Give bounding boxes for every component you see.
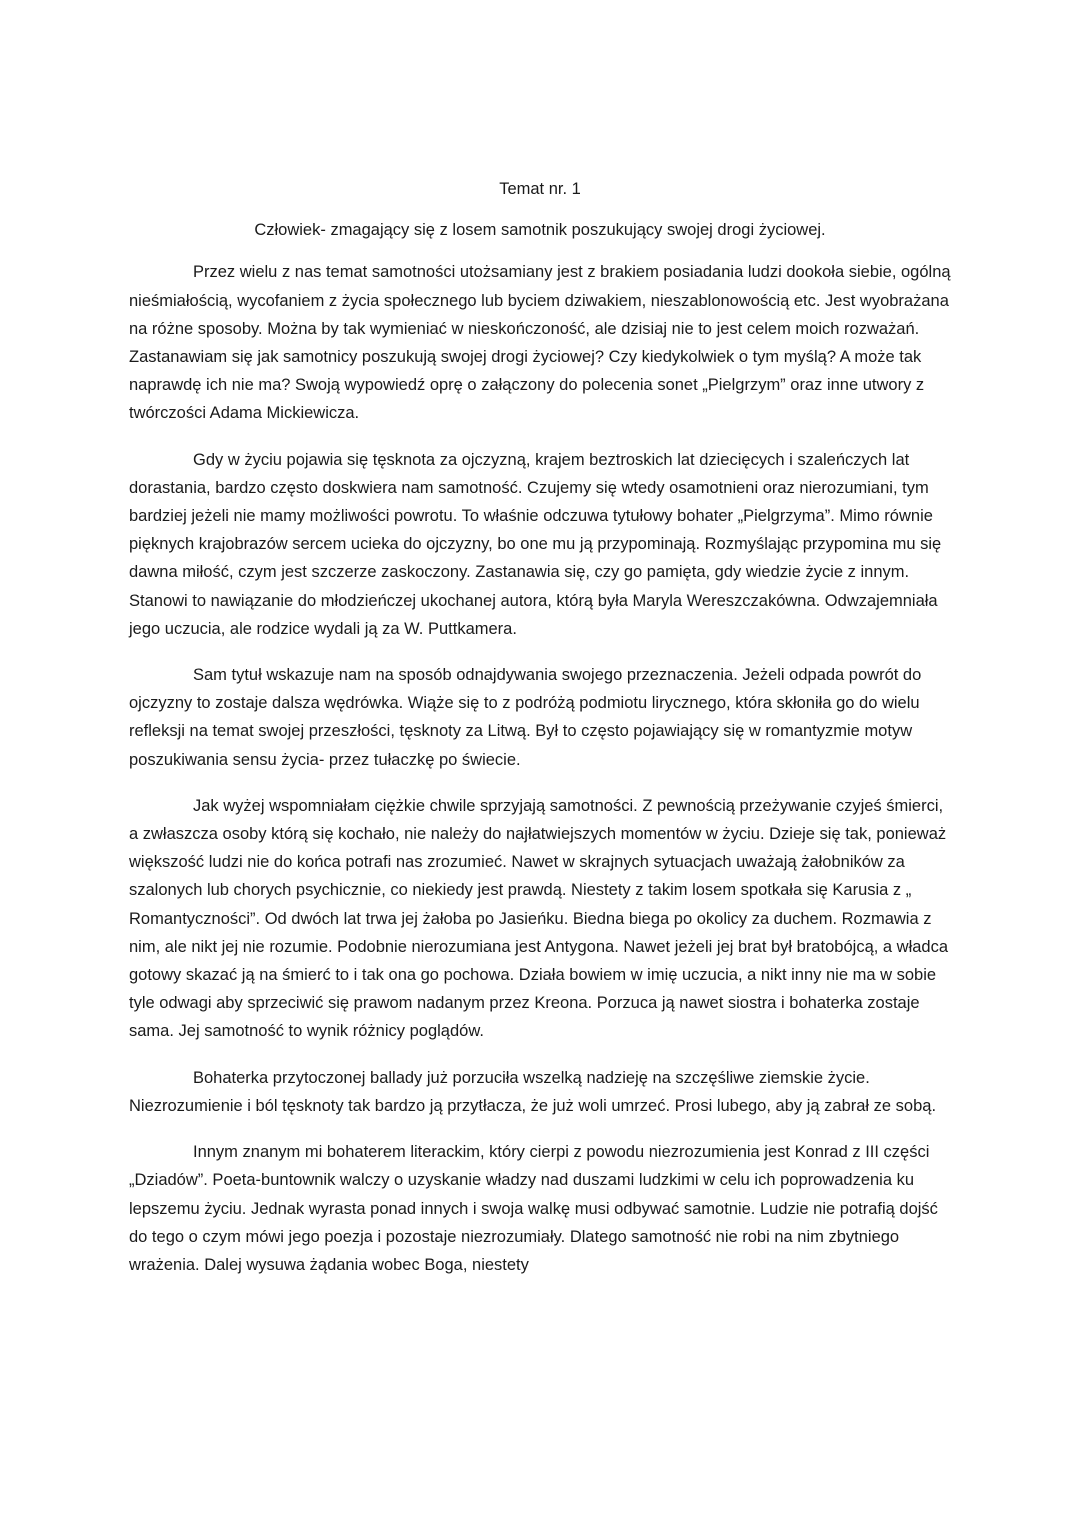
paragraph-konrad: Innym znanym mi bohaterem literackim, który cierpi z powodu niezrozumienia jest Konrad z III części „Dziadów”. Poeta-buntownik walczy o uzyskanie władzy nad duszami ludzkimi w celu ich poprowadzenia ku lepszemu życiu. Jednak wyrasta ponad innych i swoja walkę musi odbywać samotnie. Ludzie nie potrafią dojść do tego o czym mówi jego poezja i pozostaje niezrozumiały. Dlatego samotność nie robi na nim zbytniego wrażenia. Dalej wysuwa żądania wobec Boga, niestety (129, 1143, 938, 1274)
paragraph-mourning: Jak wyżej wspomniałam ciężkie chwile sprzyjają samotności. Z pewnością przeżywanie czyjeś śmierci, a zwłaszcza osoby którą się kochało, nie należy do najłatwiejszych momentów w życiu. Dzieje się tak, ponieważ większość ludzi nie do końca potrafi nas zrozumieć. Nawet w skrajnych sytuacjach uważają żałobników za szalonych lub chorych psychicznie, co niekiedy jest prawdą. Niestety z takim losem spotkała się Karusia z „ Romantyczności”. Od dwóch lat trwa jej żałoba po Jasieńku. Biedna biega po okolicy za duchem. Rozmawia z nim, ale nikt jej nie rozumie. Podobnie nierozumiana jest Antygona. Nawet jeżeli jej brat był bratobójcą, a władca gotowy skazać ją na śmierć to i tak ona go pochowa. Działa bowiem w imię uczucia, a nikt inny nie ma w sobie tyle odwagi aby sprzeciwić się prawom nadanym przez Kreona. Porzuca ją nawet siostra i bohaterka zostaje sama. Jej samotność to wynik różnicy poglądów. (129, 796, 949, 1041)
document-subtitle: Człowiek- zmagający się z losem samotnik poszukujący swojej drogi życiowej. (254, 221, 826, 240)
paragraph-ballad: Bohaterka przytoczonej ballady już porzuciła wszelką nadzieję na szczęśliwe ziemskie życie. Niezrozumienie i ból tęsknoty tak bardzo ją przytłacza, że już woli umrzeć. Prosi lubego, aby ją zabrał ze sobą. (129, 1068, 937, 1115)
paragraph-title-meaning: Sam tytuł wskazuje nam na sposób odnajdywania swojego przeznaczenia. Jeżeli odpada powrót do ojczyzny to zostaje dalsza wędrówka. Wiąże się to z podróżą podmiotu lirycznego, która skłoniła go do wielu refleksji na temat swojej przeszłości, tęsknoty za Litwą. Był to często pojawiający się w romantyzmie motyw poszukiwania sensu życia- przez tułaczkę po świecie. (129, 666, 922, 769)
document-title: Temat nr. 1 (499, 180, 581, 198)
paragraph-longing: Gdy w życiu pojawia się tęsknota za ojczyzną, krajem beztroskich lat dziecięcych i szaleńczych lat dorastania, bardzo często doskwiera nam samotność. Czujemy się wtedy osamotnieni oraz nierozumiani, tym bardziej jeżeli nie mamy możliwości powrotu. To właśnie odczuwa tytułowy bohater „Pielgrzyma”. Mimo równie pięknych krajobrazów sercem ucieka do ojczyzny, bo one mu ją przypominają. Rozmyślając przypomina mu się dawna miłość, czym jest szczerze zaskoczony. Zastanawia się, czy go pamięta, gdy wiedzie życie z innym. Stanowi to nawiązanie do młodzieńczej ukochanej autora, którą była Maryla Wereszczakówna. Odwzajemniała jego uczucia, ale rodzice wydali ją za W. Puttkamera. (129, 450, 942, 638)
paragraph-intro: Przez wielu z nas temat samotności utożsamiany jest z brakiem posiadania ludzi dookoła siebie, ogólną nieśmiałością, wycofaniem z życia społecznego lub byciem dziwakiem, nieszablonowością etc. Jest wyobrażana na różne sposoby. Można by tak wymieniać w nieskończoność, ale dzisiaj nie to jest celem moich rozważań. Zastanawiam się jak samotnicy poszukują swojej drogi życiowej? Czy kiedykolwiek o tym myślą? A może tak naprawdę ich nie ma? Swoją wypowiedź oprę o załączony do polecenia sonet „Pielgrzym” oraz inne utwory z twórczości Adama Mickiewicza. (129, 263, 951, 423)
document-body (129, 175, 951, 1297)
